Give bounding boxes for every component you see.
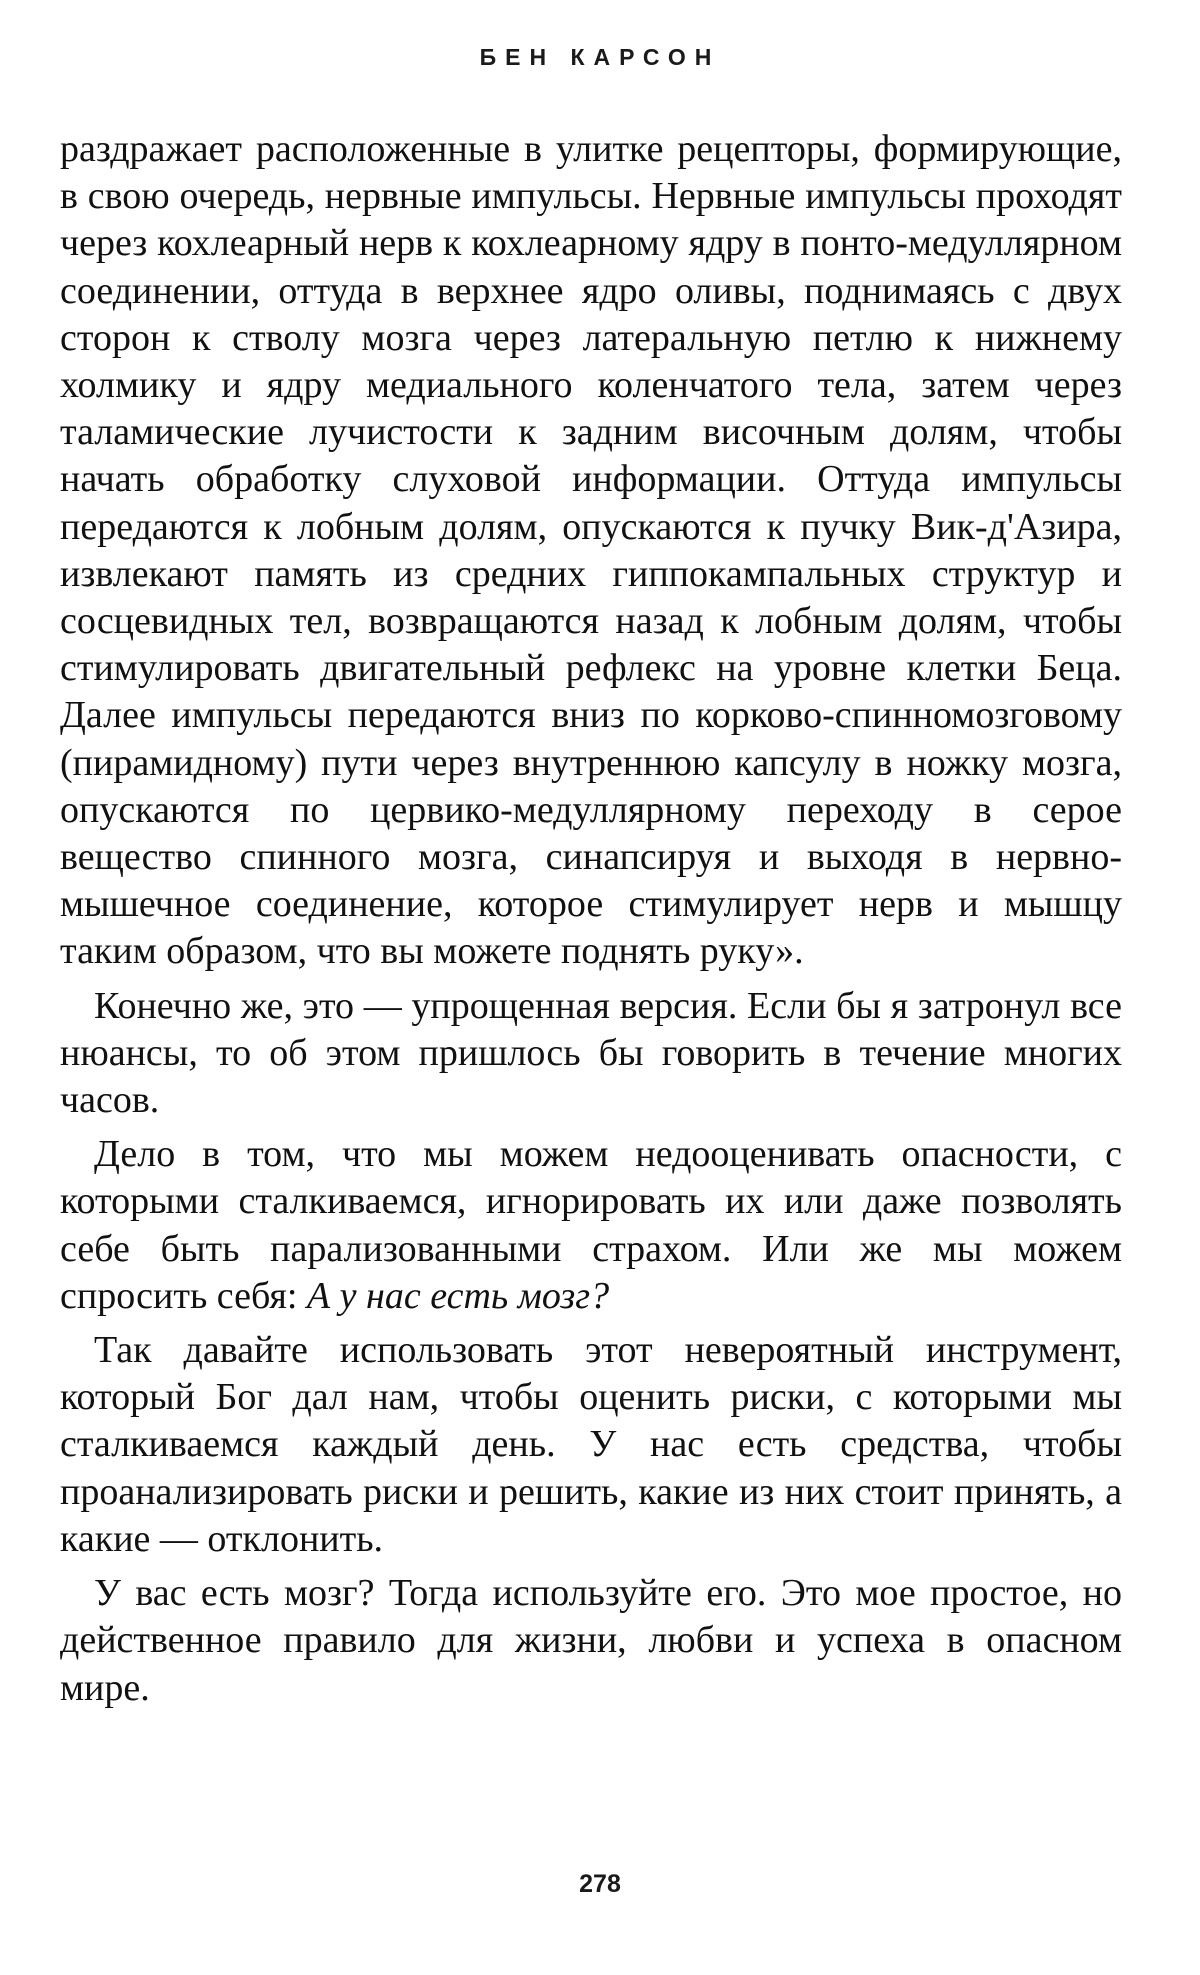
- paragraph-underestimate-danger: [60, 1131, 1122, 1320]
- paragraph-use-the-tool: Так давайте использовать этот невероятный инструмент, который Бог дал нам, чтобы оценить риски, с которыми мы сталкиваемся каждый день. У нас есть средства, чтобы проанализировать риски и решить, какие из них стоит принять, а какие — отклонить.: [60, 1329, 1122, 1560]
- paragraph-underestimate-text: Дело в том, что мы можем недооценивать опасности, с которыми сталкиваемся, игнорировать их или даже позволять себе быть парализованными страхом. Или же мы можем спросить себя:: [60, 1133, 1122, 1317]
- body-text: [60, 126, 1122, 1719]
- page-number: 278: [579, 1870, 621, 1898]
- italic-question: А у нас есть мозг?: [306, 1274, 610, 1317]
- paragraph-continuation: раздражает расположенные в улитке рецепторы, формирующие, в свою очередь, нервные импульсы. Нервные импульсы проходят через кохлеарный нерв к кохлеарному ядру в понто-медуллярном соединении, оттуда в верхнее ядро оливы, поднимаясь с двух сторон к стволу мозга через латеральную петлю к нижнему холмику и ядру медиального коленчатого тела, затем через таламические лучистости к задним височным долям, чтобы начать обработку слуховой информации. Оттуда импульсы передаются к лобным долям, опускаются к пучку Вик-д'Азира, извлекают память из средних гиппокампальных структур и сосцевидных тел, возвращаются назад к лобным долям, чтобы стимулировать двигательный рефлекс на уровне клетки Беца. Далее импульсы передаются вниз по корково-спинномозговому (пирамидному) пути через внутреннюю капсулу в ножку мозга, опускаются по цервико-медуллярному переходу в серое вещество спинного мозга, синапсируя и выходя в нервно-мышечное соединение, которое стимулирует нерв и мышцу таким образом, что вы можете поднять руку».: [60, 128, 1122, 973]
- running-head: БЕН КАРСОН: [479, 44, 721, 70]
- paragraph-simplified-version: Конечно же, это — упрощенная версия. Если бы я затронул все нюансы, то об этом пришлось бы говорить в течение многих часов.: [60, 984, 1122, 1122]
- paragraph-use-your-brain: У вас есть мозг? Тогда используйте его. Это мое простое, но действенное правило для жизни, любви и успеха в опасном мире.: [60, 1572, 1122, 1709]
